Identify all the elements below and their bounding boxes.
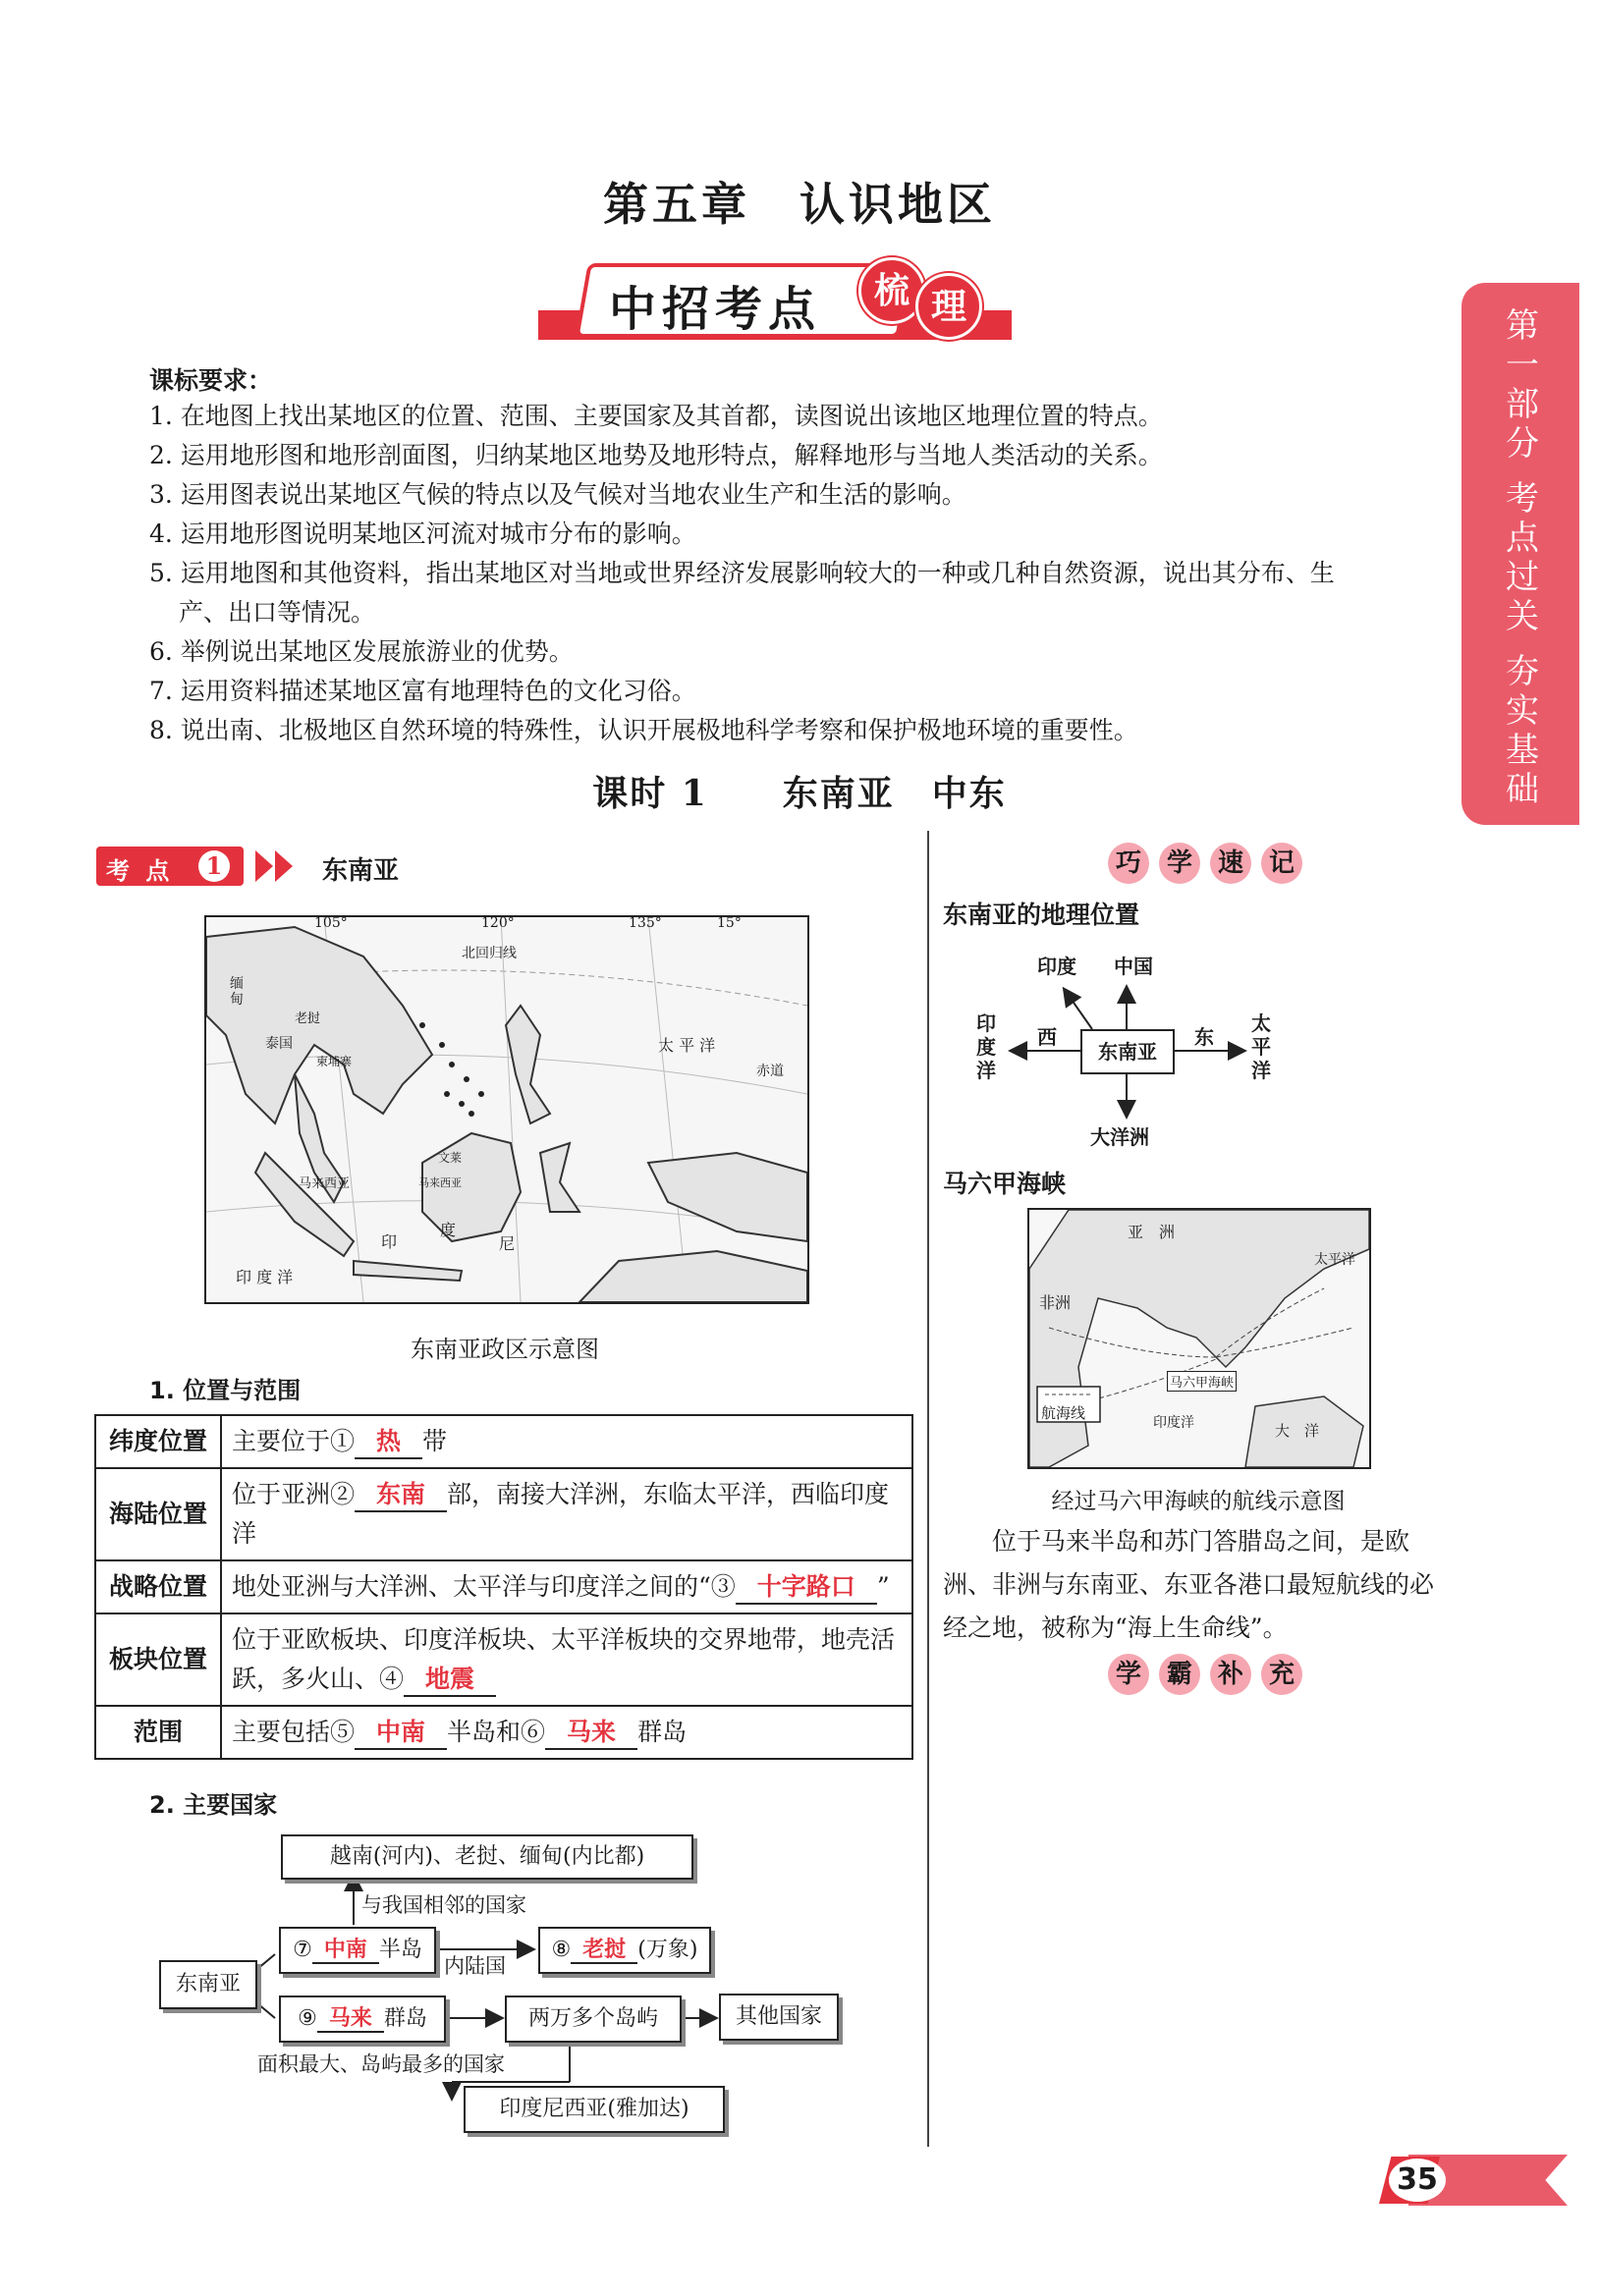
- requirement-item: 7. 运用资料描述某地区富有地理特色的文化习俗。: [149, 677, 696, 705]
- row-value: 位于亚欧板块、印度洋板块、太平洋板块的交界地带，地壳活跃，多火山、④ 地震: [221, 1613, 912, 1706]
- map-label: 度: [440, 1221, 457, 1239]
- map2-label: 亚 洲: [1128, 1223, 1176, 1241]
- supplement-heading: [1108, 1654, 1302, 1695]
- map-label: 泰国: [265, 1036, 293, 1052]
- row-value: 主要位于① 热 带: [221, 1415, 912, 1468]
- largest-note: 面积最大、岛屿最多的国家: [257, 2052, 505, 2076]
- table-row: [95, 1468, 912, 1560]
- table-row: [95, 1415, 912, 1468]
- compass-label: 太平洋: [1251, 1011, 1271, 1082]
- row-value: 地处亚洲与大洋洲、太平洋与印度洋之间的“③ 十字路口 ”: [221, 1560, 912, 1613]
- islands-box: 两万多个岛屿: [505, 1995, 682, 2043]
- strait-description: 位于马来半岛和苏门答腊岛之间，是欧洲、非洲与东南亚、东亚各港口最短航线的必经之地，被称为“海上生命线”。: [943, 1527, 1435, 1642]
- table-row: [95, 1560, 912, 1613]
- mnemonic-heading: [1108, 843, 1302, 884]
- section-title: 2. 主要国家: [149, 1791, 278, 1819]
- peninsula-box: ⑦ 中南 半岛: [279, 1927, 436, 1974]
- requirement-item: 3. 运用图表说出某地区气候的特点以及气候对当地农业生产和生活的影响。: [149, 480, 966, 509]
- seal-char: 霸: [1159, 1654, 1200, 1695]
- map-label: 太 平 洋: [658, 1036, 716, 1055]
- seal-char: 学: [1108, 1654, 1149, 1695]
- answer: 地震: [404, 1664, 496, 1697]
- table-row: [95, 1706, 912, 1759]
- compass-label: 中国: [1114, 955, 1153, 978]
- section-banner: [538, 263, 1012, 344]
- requirement-item: 6. 举例说出某地区发展旅游业的优势。: [149, 637, 574, 666]
- map-label: 印 度 洋: [236, 1268, 294, 1286]
- row-key: 纬度位置: [95, 1415, 221, 1468]
- row-value: 位于亚洲② 东南 部，南接大洋洲，东临太平洋，西临印度洋: [221, 1468, 912, 1560]
- map-label: 135°: [629, 915, 662, 931]
- map-label: 北回归线: [462, 946, 517, 961]
- row-key: 板块位置: [95, 1613, 221, 1706]
- compass-center: 东南亚: [1080, 1029, 1175, 1074]
- banner-char-1: 梳: [858, 257, 925, 324]
- map-label: 105°: [314, 915, 348, 931]
- side-tab-line-2: 考点过关: [1506, 479, 1539, 636]
- page-number-text: 35: [1389, 2159, 1446, 2202]
- compass-label: 西: [1037, 1025, 1057, 1049]
- map-label: 柬埔寨: [316, 1055, 353, 1068]
- map-label: 文莱: [438, 1151, 463, 1165]
- position-compass-diagram: [966, 943, 1287, 1153]
- seal-char: 补: [1210, 1654, 1251, 1695]
- table-row: [95, 1613, 912, 1706]
- map2-label: 大 洋: [1275, 1422, 1320, 1440]
- kaodian-badge: [96, 847, 253, 886]
- row-value: 主要包括⑤ 中南 半岛和⑥ 马来 群岛: [221, 1706, 912, 1759]
- neighbor-note: 与我国相邻的国家: [361, 1893, 526, 1917]
- side-tab: [1461, 283, 1579, 825]
- malacca-route-map: [1027, 1208, 1371, 1469]
- seal-char: 记: [1261, 843, 1302, 884]
- answer: 中南: [355, 1717, 447, 1750]
- others-box: 其他国家: [719, 1994, 839, 2041]
- banner-char-2: 理: [915, 273, 982, 340]
- map-label: 赤道: [756, 1064, 784, 1079]
- seal-char: 充: [1261, 1654, 1302, 1695]
- inland-note: 内陆国: [444, 1954, 506, 1978]
- map2-label: 太平洋: [1314, 1252, 1355, 1268]
- map-caption: 东南亚政区示意图: [411, 1336, 599, 1363]
- compass-label: 印度洋: [976, 1011, 996, 1082]
- strait-title: 马六甲海峡: [943, 1170, 1067, 1198]
- archipelago-box: ⑨ 马来 群岛: [279, 1995, 446, 2043]
- seal-char: 速: [1210, 843, 1251, 884]
- banner-text: 中招考点: [609, 282, 822, 337]
- page-number: [1375, 2151, 1568, 2210]
- map-label: 马来西亚: [299, 1176, 351, 1191]
- map-label: 缅甸: [230, 976, 244, 1008]
- side-tab-line-3: 夯实基础: [1506, 652, 1539, 809]
- chapter-title: 第五章 认识地区: [603, 178, 996, 231]
- position-range-table: [94, 1414, 913, 1760]
- requirement-item-cont: 产、出口等情况。: [179, 598, 376, 627]
- kaodian-number: 1: [198, 850, 230, 882]
- neighbor-countries-box: 越南(河内)、老挝、缅甸(内比都): [281, 1834, 693, 1880]
- map-label: 尼: [499, 1234, 516, 1253]
- requirement-item: 1. 在地图上找出某地区的位置、范围、主要国家及其首都，读图说出该地区地理位置的特点。: [149, 402, 1163, 430]
- requirements-title: 课标要求：: [149, 366, 273, 395]
- compass-label: 东: [1194, 1025, 1214, 1049]
- requirement-item: 8. 说出南、北极地区自然环境的特殊性，认识开展极地科学考察和保护极地环境的重要性。: [149, 716, 1138, 744]
- map-label: 15°: [717, 915, 742, 931]
- column-divider: [927, 831, 929, 2147]
- lesson-title: 课时 1 东南亚 中东: [592, 773, 1007, 814]
- answer: 十字路口: [736, 1571, 877, 1605]
- map2-caption: 经过马六甲海峡的航线示意图: [1051, 1489, 1346, 1514]
- kaodian-label: 考 点: [106, 857, 174, 885]
- southeast-asia-map: [204, 915, 809, 1304]
- geo-position-title: 东南亚的地理位置: [943, 901, 1140, 929]
- indonesia-box: 印度尼西亚(雅加达): [464, 2086, 725, 2133]
- map2-legend: 航海线: [1041, 1404, 1086, 1422]
- seal-char: 学: [1159, 843, 1200, 884]
- row-key: 范围: [95, 1706, 221, 1759]
- requirement-item: 2. 运用地形图和地形剖面图，归纳某地区地势及地形特点，解释地形与当地人类活动的关系。: [149, 441, 1163, 469]
- map-label: 马来西亚: [418, 1176, 462, 1189]
- map-label: 印: [381, 1232, 398, 1251]
- compass-label: 印度: [1037, 955, 1076, 978]
- root-box: 东南亚: [159, 1960, 257, 2009]
- map-label: 120°: [481, 915, 515, 931]
- answer: 东南: [355, 1479, 447, 1512]
- seal-char: 巧: [1108, 843, 1149, 884]
- side-tab-line-1: 第一部分: [1506, 306, 1539, 464]
- map2-label: 马六甲海峡: [1167, 1371, 1237, 1392]
- laos-box: ⑧ 老挝 (万象): [538, 1927, 711, 1974]
- requirement-item: 4. 运用地形图说明某地区河流对城市分布的影响。: [149, 519, 696, 548]
- answer: 马来: [545, 1717, 637, 1750]
- kaodian-name: 东南亚: [322, 856, 400, 886]
- double-arrow-icon: [253, 847, 299, 886]
- compass-label: 大洋洲: [1090, 1125, 1149, 1149]
- map2-label: 印度洋: [1153, 1415, 1194, 1431]
- map-label: 老挝: [295, 1011, 321, 1026]
- answer: 热: [355, 1426, 422, 1459]
- row-key: 战略位置: [95, 1560, 221, 1613]
- map2-label: 非洲: [1039, 1293, 1072, 1312]
- row-key: 海陆位置: [95, 1468, 221, 1560]
- requirement-item: 5. 运用地图和其他资料，指出某地区对当地或世界经济发展影响较大的一种或几种自然资源，说出其分布、生: [149, 559, 1335, 587]
- section-title: 1. 位置与范围: [149, 1377, 302, 1404]
